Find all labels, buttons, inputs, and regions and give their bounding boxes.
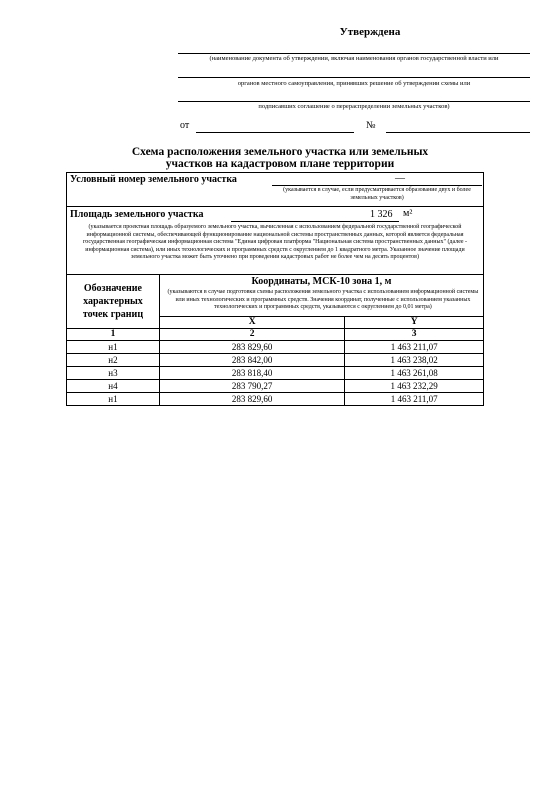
area-unit: м² [403, 208, 413, 219]
column-number-2: 2 [159, 329, 344, 341]
point-name: н1 [67, 393, 160, 406]
area-note: (указывается проектная площадь образуемого земельного участка, вычисленная с использованием федеральной государственной географической информационной системы, обеспечивающей функционирование национальной системы пространственных данных, которой является федеральная государственная географическая информационная система "Единая цифровая платформа "Национальная система пространственных данных" (далее - информационная система), или иных технологических и программных средств с округлением до 1 квадратного метра. Указанное значение площади земельного участка может быть уточнено при проведении кадастровых работ не более чем на десять процентов) [82, 224, 468, 260]
conditional-number-value: — [395, 173, 405, 184]
col-x-header: X [159, 317, 344, 329]
area-value: 1 326 [370, 209, 393, 220]
point-x: 283 790,27 [159, 380, 344, 393]
coords-header: Координаты, МСК-10 зона 1, м [251, 276, 392, 287]
area-line [231, 221, 399, 222]
point-name: н1 [67, 341, 160, 354]
approval-caption-1: (наименование документа об утверждении, включая наименования органов государственной власти или [209, 55, 499, 62]
point-name: н2 [67, 354, 160, 367]
approved-heading: Утверждена [339, 26, 401, 38]
coords-note: (указываются в случае подготовки схемы расположения земельного участка с использованием информационной системы или иных технологических и программных средств. Значения координат, полученные с использованием указанных технологических и программных средств, указываются с округлением до 0,01 метра) [167, 289, 479, 310]
table-row [67, 380, 484, 393]
point-y: 1 463 261,08 [345, 367, 484, 380]
point-y: 1 463 238,02 [345, 354, 484, 367]
date-line [196, 132, 354, 133]
approval-caption-2: органов местного самоуправления, принявших решение об утверждении схемы или [237, 80, 471, 87]
table-row [67, 393, 484, 406]
scheme-title [0, 146, 560, 170]
point-x: 283 842,00 [159, 354, 344, 367]
conditional-number-note: (указывается в случае, если предусматривается образование двух и более земельных участков) [283, 187, 471, 201]
table-row [67, 341, 484, 354]
number-label: № [366, 120, 376, 131]
point-name: н4 [67, 380, 160, 393]
point-y: 1 463 232,29 [345, 380, 484, 393]
table-row [67, 367, 484, 380]
column-number-row [67, 329, 484, 341]
points-header: Обозначение характерных точек границ [67, 275, 160, 329]
area-label: Площадь земельного участка [70, 209, 204, 220]
approval-line-2 [178, 77, 530, 78]
coords-header-cell [159, 275, 483, 317]
point-y: 1 463 211,07 [345, 393, 484, 406]
approval-line-3 [178, 101, 530, 102]
area-row [67, 207, 484, 275]
point-y: 1 463 211,07 [345, 341, 484, 354]
conditional-number-row [67, 173, 484, 207]
point-x: 283 829,60 [159, 341, 344, 354]
number-line [386, 132, 530, 133]
approval-date-number-row [178, 120, 530, 134]
area-cell [67, 207, 484, 275]
column-number-3: 3 [345, 329, 484, 341]
table-row [67, 354, 484, 367]
col-y-header: Y [345, 317, 484, 329]
from-label: от [180, 120, 190, 131]
conditional-number-label: Условный номер земельного участка [70, 174, 237, 185]
point-x: 283 818,40 [159, 367, 344, 380]
scheme-title-line-2: участков на кадастровом плане территории [165, 158, 395, 170]
column-number-1: 1 [67, 329, 160, 341]
point-name: н3 [67, 367, 160, 380]
point-x: 283 829,60 [159, 393, 344, 406]
coords-header-row [67, 275, 484, 317]
approval-caption-3: подписавших соглашение о перераспределении земельных участков) [258, 103, 450, 110]
scheme-title-line-1: Схема расположения земельного участка или земельных [131, 146, 429, 158]
approval-line-1 [178, 53, 530, 54]
conditional-number-cell [67, 173, 484, 207]
scheme-table [66, 172, 484, 406]
conditional-number-line [272, 185, 482, 186]
